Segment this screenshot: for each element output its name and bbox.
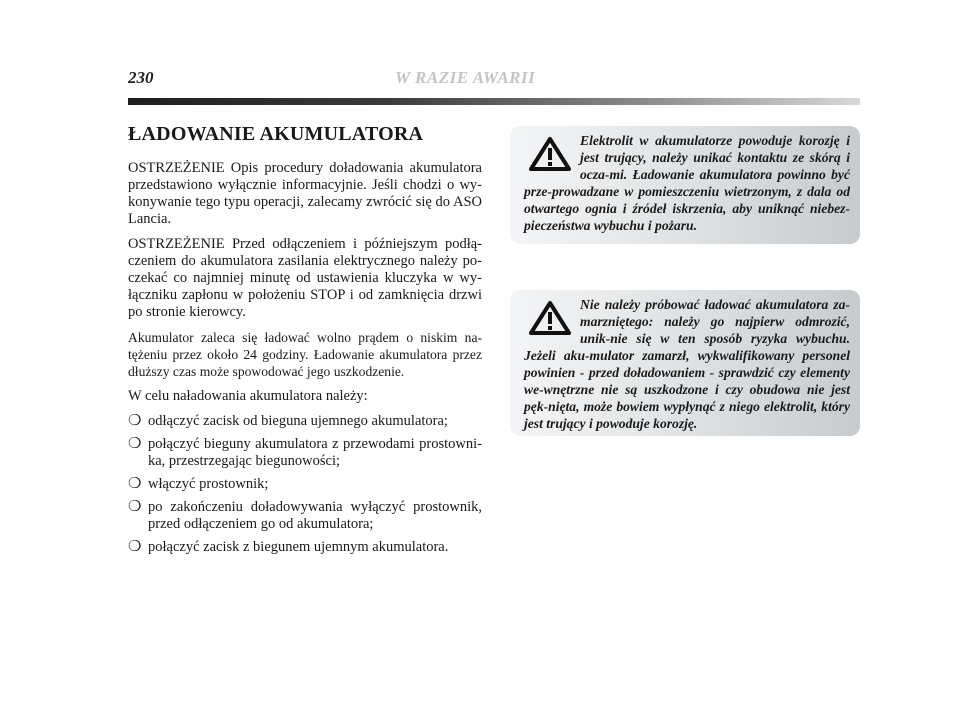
- steps-list: [128, 413, 482, 556]
- page-heading: ŁADOWANIE AKUMULATORA: [128, 123, 424, 145]
- bullet-icon: ❍: [128, 413, 142, 429]
- paragraph-warning-info: OSTRZEŻENIE Opis procedury doładowania akumulatora przedstawiono wyłącznie informacyjnie. Jeśli chodzi o wy-konywanie tego typu operacji, zalecamy zwrócić się do ASO Lancia.: [128, 160, 482, 227]
- bullet-icon: ❍: [128, 476, 142, 492]
- bullet-icon: ❍: [128, 436, 142, 452]
- paragraph-warning-disconnect: OSTRZEŻENIE Przed odłączeniem i późniejszym podłą-czeniem do akumulatora zasilania elektrycznego należy po-czekać co najmniej minutę od ustawienia kluczyka w wy-łączniku zapłonu w położeniu STOP i od zamknięcia drzwi po stronie kierowcy.: [128, 236, 482, 320]
- warning-text: Elektrolit w akumulatorze powoduje korozję i jest trujący, należy unikać kontaktu ze skórą i ocza-mi. Ładowanie akumulatora powinno być prze-prowadzane w pomieszczeniu wietrzonym, z dala od otwartego ognia i źródeł iskrzenia, aby uniknąć niebez-pieczeństwa wybuchu i pożaru.: [524, 133, 850, 233]
- warning-triangle-icon: [528, 300, 572, 336]
- paragraph-steps-intro: W celu naładowania akumulatora należy:: [128, 388, 368, 404]
- header-bar: [128, 98, 860, 105]
- paragraph-charging-info: Akumulator zaleca się ładować wolno prądem o niskim na-tężeniu przez około 24 godziny. Ładowanie akumulatora przez dłuższy czas może spowodować jego uszkodzenie.: [128, 330, 482, 379]
- list-item-text: połączyć bieguny akumulatora z przewodami prostowni-ka, przestrzegając biegunowości;: [148, 436, 482, 469]
- warning-box-frozen: [510, 290, 860, 436]
- main-column: [128, 122, 482, 562]
- list-item-text: połączyć zacisk z biegunem ujemnym akumulatora.: [148, 539, 449, 555]
- bullet-icon: ❍: [128, 539, 142, 555]
- bullet-icon: ❍: [128, 499, 142, 515]
- list-item: [128, 413, 482, 430]
- warning-box-electrolyte: [510, 126, 860, 244]
- section-title: W RAZIE AWARII: [395, 68, 536, 87]
- warning-triangle-icon: [528, 136, 572, 172]
- list-item: [128, 539, 482, 556]
- list-item-text: odłączyć zacisk od bieguna ujemnego akumulatora;: [148, 413, 448, 429]
- page-number: 230: [128, 68, 154, 87]
- list-item: [128, 436, 482, 470]
- warning-text: Nie należy próbować ładować akumulatora za-marzniętego: należy go najpierw odmrozić, unik-nie się w ten sposób ryzyka wybuchu. Jeżeli aku-mulator zamarzł, wykwalifikowany personel powinien - przed doładowaniem - sprawdzić czy elementy we-wnętrzne nie są uszkodzone i czy obudowa nie jest pęk-nięta, może bowiem wypłynąć z niego elektrolit, który jest trujący i powoduje korozję.: [524, 297, 850, 431]
- list-item: [128, 476, 482, 493]
- list-item: [128, 499, 482, 533]
- list-item-text: po zakończeniu doładowywania wyłączyć prostownik, przed odłączeniem go od akumulatora;: [148, 499, 482, 532]
- list-item-text: włączyć prostownik;: [148, 476, 269, 492]
